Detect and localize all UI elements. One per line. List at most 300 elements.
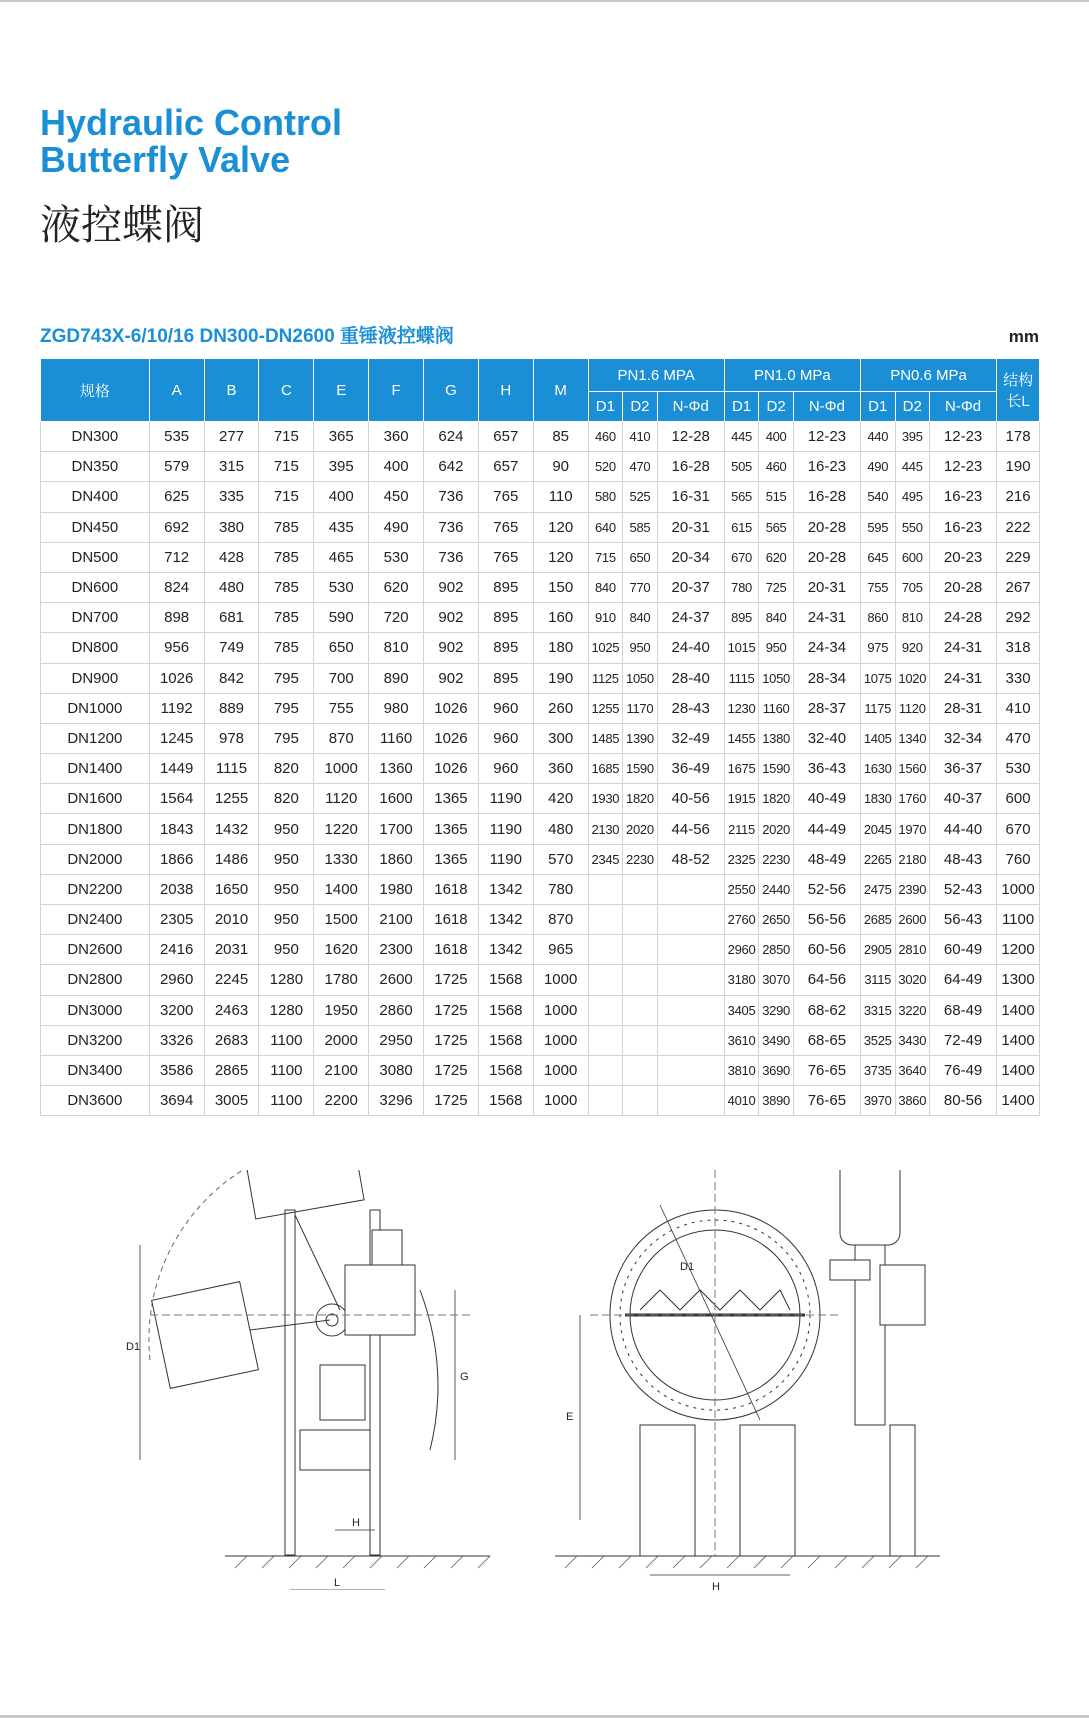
table-cell: 395 [895, 422, 930, 452]
table-cell: 1560 [895, 754, 930, 784]
table-cell [623, 905, 658, 935]
table-cell: 535 [149, 422, 204, 452]
table-cell: 1400 [314, 874, 369, 904]
table-cell: 2115 [724, 814, 759, 844]
table-cell: 2038 [149, 874, 204, 904]
table-cell: 318 [997, 633, 1040, 663]
table-cell: 2130 [588, 814, 623, 844]
table-cell: 645 [860, 542, 895, 572]
table-cell: 16-23 [930, 482, 997, 512]
header-f: F [369, 359, 424, 422]
front-dim-h: H [712, 1581, 720, 1590]
header-b: B [204, 359, 259, 422]
table-cell: 1125 [588, 663, 623, 693]
header-pn06: PN0.6 MPa [860, 359, 996, 392]
table-row [41, 784, 1040, 814]
table-cell: 785 [259, 572, 314, 602]
table-cell [623, 1055, 658, 1085]
cell-spec: DN700 [41, 603, 150, 633]
table-cell: 715 [259, 452, 314, 482]
header-spec: 规格 [41, 359, 150, 422]
table-cell: 1568 [478, 1086, 533, 1116]
table-cell: 785 [259, 512, 314, 542]
table-row [41, 995, 1040, 1025]
table-cell: 3640 [895, 1055, 930, 1085]
table-cell: 1618 [424, 905, 479, 935]
table-cell: 20-37 [657, 572, 724, 602]
table-cell: 277 [204, 422, 259, 452]
side-dim-l: L [334, 1577, 341, 1589]
table-cell: 2020 [759, 814, 794, 844]
table-cell: 1500 [314, 905, 369, 935]
cell-spec: DN800 [41, 633, 150, 663]
table-cell: 24-37 [657, 603, 724, 633]
table-row [41, 1055, 1040, 1085]
table-cell: 360 [369, 422, 424, 452]
table-cell: 2345 [588, 844, 623, 874]
table-cell: 525 [623, 482, 658, 512]
table-cell: 68-65 [793, 1025, 860, 1055]
header-length-line1: 结构 [1003, 372, 1034, 389]
table-cell: 681 [204, 603, 259, 633]
table-row [41, 874, 1040, 904]
table-cell: 590 [314, 603, 369, 633]
table-cell: 460 [588, 422, 623, 452]
table-cell: 2100 [369, 905, 424, 935]
table-cell: 505 [724, 452, 759, 482]
table-cell: 12-23 [793, 422, 860, 452]
table-cell: 44-40 [930, 814, 997, 844]
cell-spec: DN350 [41, 452, 150, 482]
table-cell: 657 [478, 422, 533, 452]
table-cell: 3220 [895, 995, 930, 1025]
table-cell: 715 [259, 482, 314, 512]
table-cell: 76-49 [930, 1055, 997, 1085]
table-cell: 2300 [369, 935, 424, 965]
table-cell: 902 [424, 633, 479, 663]
table-cell: 1400 [997, 1055, 1040, 1085]
table-row [41, 935, 1040, 965]
table-cell: 530 [314, 572, 369, 602]
table-cell: 335 [204, 482, 259, 512]
table-cell: 1000 [314, 754, 369, 784]
table-cell: 395 [314, 452, 369, 482]
table-cell: 1568 [478, 995, 533, 1025]
table-cell: 56-56 [793, 905, 860, 935]
table-cell: 2550 [724, 874, 759, 904]
table-cell: 530 [369, 542, 424, 572]
cell-spec: DN3200 [41, 1025, 150, 1055]
table-cell: 48-43 [930, 844, 997, 874]
header-pn10: PN1.0 MPa [724, 359, 860, 392]
table-cell: 1725 [424, 965, 479, 995]
table-cell: 960 [478, 754, 533, 784]
table-cell: 1390 [623, 723, 658, 753]
table-cell: 1160 [759, 693, 794, 723]
table-cell: 1000 [533, 1086, 588, 1116]
table-cell: 12-23 [930, 452, 997, 482]
table-cell: 190 [533, 663, 588, 693]
table-cell [623, 935, 658, 965]
table-cell: 820 [259, 754, 314, 784]
table-cell: 650 [623, 542, 658, 572]
table-cell: 620 [369, 572, 424, 602]
header-pn16: PN1.6 MPA [588, 359, 724, 392]
table-cell: 435 [314, 512, 369, 542]
header-pn06-nd: N-Φd [930, 392, 997, 422]
counterweight-upper [242, 1170, 364, 1219]
table-row [41, 542, 1040, 572]
cell-spec: DN450 [41, 512, 150, 542]
table-cell: 470 [623, 452, 658, 482]
spec-table [40, 358, 1040, 1116]
table-cell: 770 [623, 572, 658, 602]
table-cell: 2860 [369, 995, 424, 1025]
table-cell: 410 [997, 693, 1040, 723]
table-cell: 222 [997, 512, 1040, 542]
table-cell: 2416 [149, 935, 204, 965]
table-cell: 445 [724, 422, 759, 452]
table-cell: 3690 [759, 1055, 794, 1085]
cell-spec: DN400 [41, 482, 150, 512]
table-cell: 870 [314, 723, 369, 753]
table-cell: 1342 [478, 874, 533, 904]
table-cell: 760 [997, 844, 1040, 874]
table-cell: 1342 [478, 935, 533, 965]
table-cell: 785 [259, 542, 314, 572]
table-cell: 580 [588, 482, 623, 512]
table-cell: 889 [204, 693, 259, 723]
table-cell: 810 [369, 633, 424, 663]
table-cell: 2230 [623, 844, 658, 874]
table-cell: 1630 [860, 754, 895, 784]
table-cell: 898 [149, 603, 204, 633]
table-cell: 48-49 [793, 844, 860, 874]
table-cell: 1100 [259, 1055, 314, 1085]
table-cell: 3296 [369, 1086, 424, 1116]
table-cell: 765 [478, 482, 533, 512]
table-cell: 600 [895, 542, 930, 572]
table-cell: 1200 [997, 935, 1040, 965]
page-title-en [40, 104, 342, 178]
table-cell: 565 [759, 512, 794, 542]
table-cell: 68-62 [793, 995, 860, 1025]
table-cell: 650 [314, 633, 369, 663]
table-cell [588, 874, 623, 904]
table-cell: 950 [259, 935, 314, 965]
table-cell: 1050 [623, 663, 658, 693]
table-cell [588, 1055, 623, 1085]
table-cell: 1280 [259, 965, 314, 995]
table-cell: 950 [759, 633, 794, 663]
table-cell: 2100 [314, 1055, 369, 1085]
table-cell: 2600 [369, 965, 424, 995]
table-cell: 20-28 [930, 572, 997, 602]
table-row [41, 422, 1040, 452]
table-cell: 1685 [588, 754, 623, 784]
table-cell: 1160 [369, 723, 424, 753]
table-cell: 76-65 [793, 1055, 860, 1085]
table-cell: 860 [860, 603, 895, 633]
table-cell: 60-56 [793, 935, 860, 965]
table-cell: 950 [259, 874, 314, 904]
table-cell: 2010 [204, 905, 259, 935]
table-cell: 1015 [724, 633, 759, 663]
cell-spec: DN3000 [41, 995, 150, 1025]
table-cell: 32-34 [930, 723, 997, 753]
table-cell: 1175 [860, 693, 895, 723]
table-cell: 160 [533, 603, 588, 633]
table-cell: 44-56 [657, 814, 724, 844]
table-row [41, 814, 1040, 844]
side-dim-g: G [460, 1371, 469, 1383]
table-row [41, 1086, 1040, 1116]
table-cell: 1725 [424, 1025, 479, 1055]
table-cell: 579 [149, 452, 204, 482]
table-cell: 795 [259, 723, 314, 753]
table-cell: 68-49 [930, 995, 997, 1025]
table-cell: 3735 [860, 1055, 895, 1085]
table-cell: 20-23 [930, 542, 997, 572]
table-row [41, 723, 1040, 753]
table-cell: 1455 [724, 723, 759, 753]
header-pn10-d2: D2 [759, 392, 794, 422]
table-cell: 28-31 [930, 693, 997, 723]
table-cell: 300 [533, 723, 588, 753]
table-cell: 965 [533, 935, 588, 965]
header-m: M [533, 359, 588, 422]
table-cell: 330 [997, 663, 1040, 693]
table-cell: 895 [724, 603, 759, 633]
table-cell: 1330 [314, 844, 369, 874]
table-cell: 2265 [860, 844, 895, 874]
table-cell: 3694 [149, 1086, 204, 1116]
table-cell: 3005 [204, 1086, 259, 1116]
table-cell: 870 [533, 905, 588, 935]
table-row [41, 633, 1040, 663]
header-pn06-d2: D2 [895, 392, 930, 422]
table-cell: 840 [588, 572, 623, 602]
table-cell: 480 [533, 814, 588, 844]
top-rule [0, 0, 1089, 2]
table-cell: 495 [895, 482, 930, 512]
table-cell: 292 [997, 603, 1040, 633]
table-cell: 12-23 [930, 422, 997, 452]
table-cell: 110 [533, 482, 588, 512]
table-cell: 1050 [759, 663, 794, 693]
table-cell: 840 [759, 603, 794, 633]
table-cell: 1100 [259, 1025, 314, 1055]
table-cell: 260 [533, 693, 588, 723]
table-cell: 1843 [149, 814, 204, 844]
table-cell: 910 [588, 603, 623, 633]
table-cell: 1432 [204, 814, 259, 844]
table-cell: 2045 [860, 814, 895, 844]
table-cell: 1866 [149, 844, 204, 874]
technical-drawings [0, 1170, 1089, 1590]
table-cell: 32-40 [793, 723, 860, 753]
table-cell: 950 [259, 814, 314, 844]
table-cell: 216 [997, 482, 1040, 512]
table-cell: 36-37 [930, 754, 997, 784]
table-cell: 16-31 [657, 482, 724, 512]
table-cell: 2245 [204, 965, 259, 995]
table-cell: 2905 [860, 935, 895, 965]
table-cell: 64-56 [793, 965, 860, 995]
front-dim-e: E [566, 1411, 574, 1423]
table-cell: 360 [533, 754, 588, 784]
table-cell: 4010 [724, 1086, 759, 1116]
header-h: H [478, 359, 533, 422]
table-cell: 2650 [759, 905, 794, 935]
table-cell [588, 995, 623, 1025]
cell-spec: DN500 [41, 542, 150, 572]
table-cell: 520 [588, 452, 623, 482]
table-cell: 1486 [204, 844, 259, 874]
table-cell: 1618 [424, 935, 479, 965]
table-cell: 1618 [424, 874, 479, 904]
table-cell: 895 [478, 572, 533, 602]
table-cell: 400 [369, 452, 424, 482]
table-cell: 56-43 [930, 905, 997, 935]
table-cell: 3610 [724, 1025, 759, 1055]
table-cell: 20-34 [657, 542, 724, 572]
table-cell: 40-49 [793, 784, 860, 814]
table-cell: 1000 [533, 1055, 588, 1085]
table-cell: 2760 [724, 905, 759, 935]
table-cell: 1860 [369, 844, 424, 874]
table-row [41, 693, 1040, 723]
header-a: A [149, 359, 204, 422]
table-cell: 36-43 [793, 754, 860, 784]
table-cell [623, 1025, 658, 1055]
table-cell: 1025 [588, 633, 623, 663]
table-cell: 1192 [149, 693, 204, 723]
table-cell: 16-28 [657, 452, 724, 482]
table-cell: 2325 [724, 844, 759, 874]
table-cell: 2031 [204, 935, 259, 965]
table-cell: 550 [895, 512, 930, 542]
header-pn06-d1: D1 [860, 392, 895, 422]
table-cell: 585 [623, 512, 658, 542]
table-cell: 315 [204, 452, 259, 482]
table-cell: 1365 [424, 844, 479, 874]
table-cell: 2200 [314, 1086, 369, 1116]
table-cell: 1020 [895, 663, 930, 693]
table-cell: 32-49 [657, 723, 724, 753]
front-dim-d1: D1 [680, 1261, 695, 1273]
table-cell: 950 [623, 633, 658, 663]
table-cell: 755 [314, 693, 369, 723]
table-cell: 1950 [314, 995, 369, 1025]
table-cell: 565 [724, 482, 759, 512]
table-cell: 795 [259, 693, 314, 723]
table-cell: 1255 [588, 693, 623, 723]
table-cell: 2685 [860, 905, 895, 935]
table-cell: 1380 [759, 723, 794, 753]
side-view-drawing [140, 1170, 490, 1590]
table-header [41, 359, 1040, 422]
table-cell: 2230 [759, 844, 794, 874]
hydraulic-cylinder [840, 1170, 900, 1245]
table-cell: 624 [424, 422, 479, 452]
table-cell: 1000 [533, 995, 588, 1025]
table-cell: 2810 [895, 935, 930, 965]
table-cell: 1400 [997, 995, 1040, 1025]
table-cell [588, 1025, 623, 1055]
table-cell: 765 [478, 542, 533, 572]
table-cell [657, 874, 724, 904]
table-cell: 1449 [149, 754, 204, 784]
table-cell: 1170 [623, 693, 658, 723]
table-cell [623, 874, 658, 904]
table-cell: 229 [997, 542, 1040, 572]
table-cell: 600 [997, 784, 1040, 814]
table-cell: 2020 [623, 814, 658, 844]
table-cell: 178 [997, 422, 1040, 452]
table-cell: 1400 [997, 1025, 1040, 1055]
table-cell: 3080 [369, 1055, 424, 1085]
table-cell: 950 [259, 905, 314, 935]
table-cell: 3810 [724, 1055, 759, 1085]
table-cell: 978 [204, 723, 259, 753]
table-cell: 1026 [424, 693, 479, 723]
table-cell: 16-23 [930, 512, 997, 542]
table-cell: 380 [204, 512, 259, 542]
table-cell: 60-49 [930, 935, 997, 965]
table-cell: 1115 [724, 663, 759, 693]
table-cell: 1700 [369, 814, 424, 844]
table-cell: 2463 [204, 995, 259, 1025]
table-cell [588, 935, 623, 965]
table-cell: 1115 [204, 754, 259, 784]
table-cell: 20-28 [793, 512, 860, 542]
table-cell [588, 1086, 623, 1116]
table-cell: 700 [314, 663, 369, 693]
table-cell: 190 [997, 452, 1040, 482]
table-cell: 1190 [478, 844, 533, 874]
header-pn10-d1: D1 [724, 392, 759, 422]
table-cell: 1100 [259, 1086, 314, 1116]
table-cell: 2440 [759, 874, 794, 904]
table-cell [657, 905, 724, 935]
table-cell: 1485 [588, 723, 623, 753]
table-cell: 3490 [759, 1025, 794, 1055]
table-cell: 749 [204, 633, 259, 663]
table-cell: 1780 [314, 965, 369, 995]
table-cell: 1725 [424, 1086, 479, 1116]
cell-spec: DN3600 [41, 1086, 150, 1116]
table-cell: 3860 [895, 1086, 930, 1116]
table-cell: 725 [759, 572, 794, 602]
table-cell: 950 [259, 844, 314, 874]
table-row [41, 663, 1040, 693]
table-cell [623, 1086, 658, 1116]
table-cell: 780 [533, 874, 588, 904]
table-cell: 3180 [724, 965, 759, 995]
table-cell: 20-31 [657, 512, 724, 542]
table-cell: 76-65 [793, 1086, 860, 1116]
table-row [41, 905, 1040, 935]
table-cell: 956 [149, 633, 204, 663]
model-subtitle: ZGD743X-6/10/16 DN300-DN2600 重锤液控蝶阀 [40, 326, 454, 347]
table-cell: 1930 [588, 784, 623, 814]
table-cell: 440 [860, 422, 895, 452]
page-title-cn: 液控蝶阀 [40, 201, 204, 249]
table-cell [588, 965, 623, 995]
table-cell [657, 1055, 724, 1085]
header-e: E [314, 359, 369, 422]
